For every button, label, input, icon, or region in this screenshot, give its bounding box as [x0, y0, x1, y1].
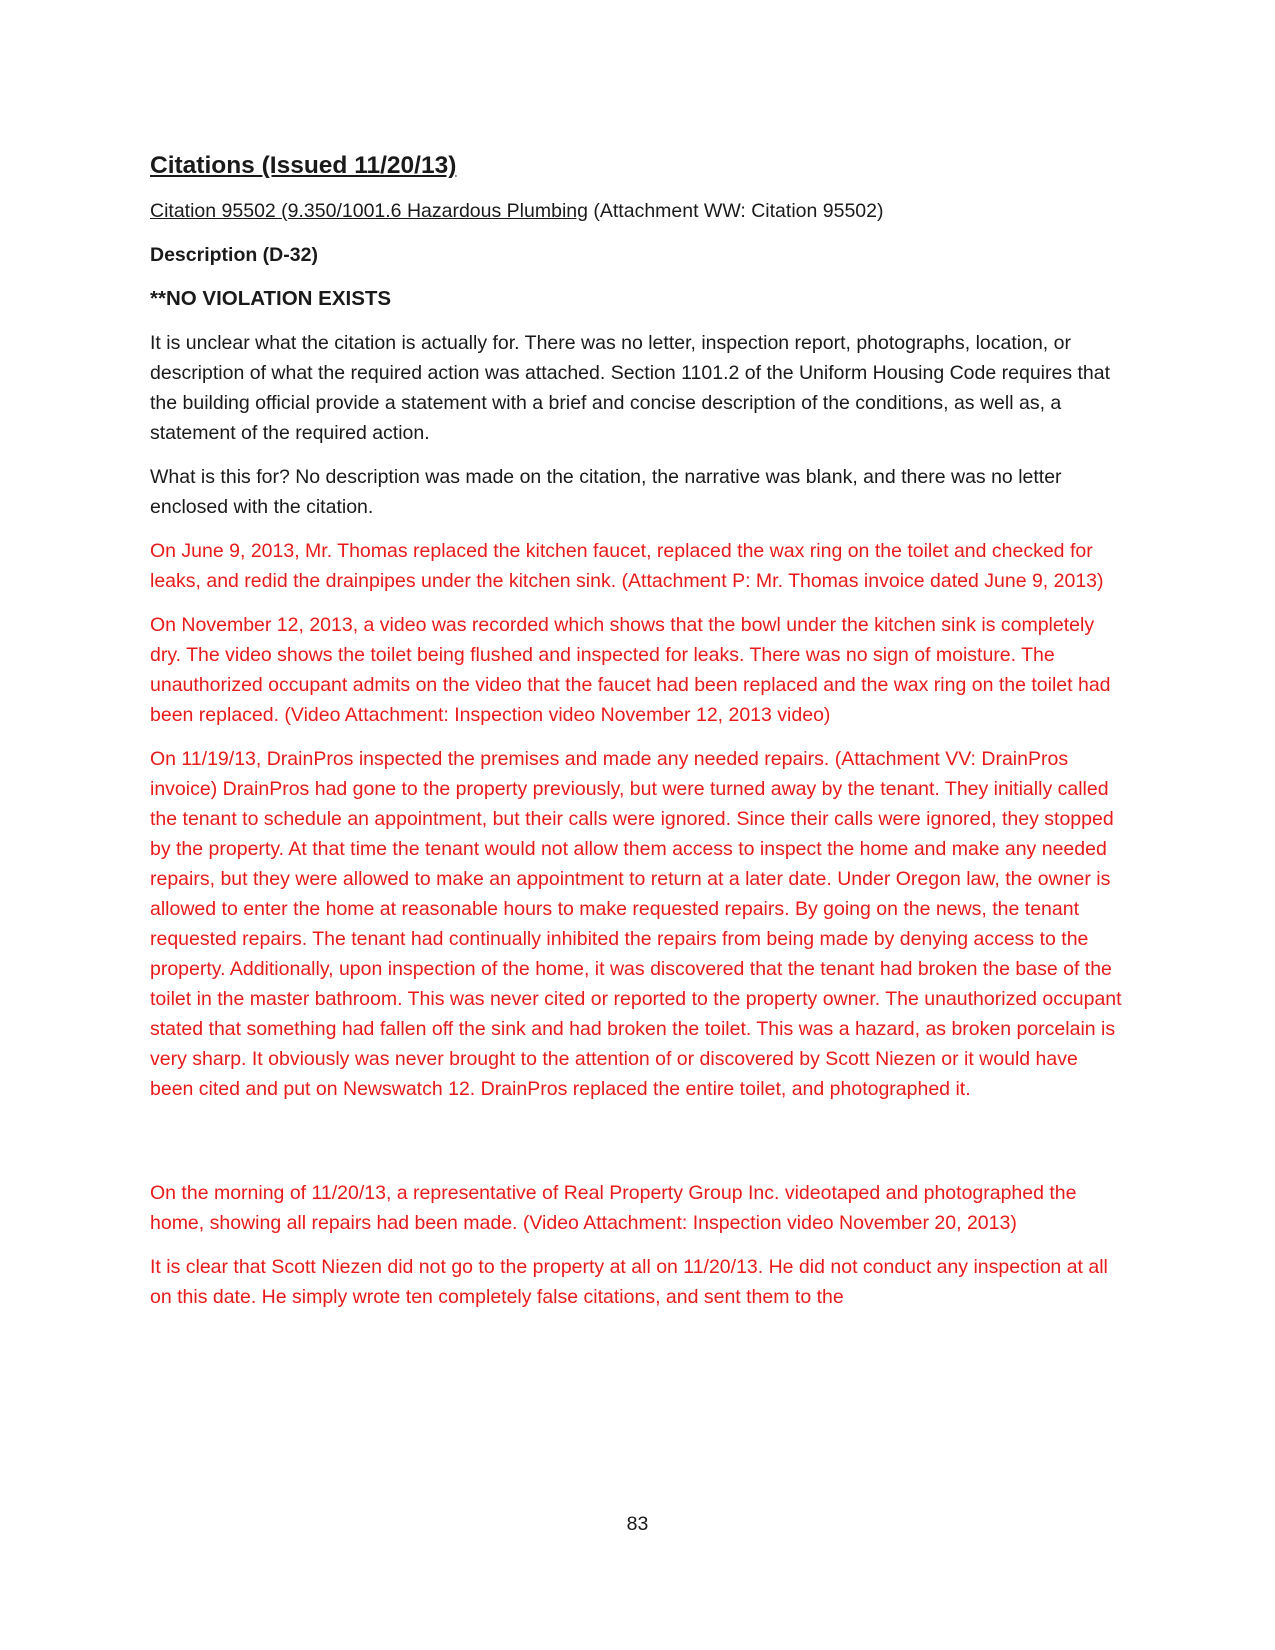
paragraph-conclusion: It is clear that Scott Niezen did not go to the property at all on 11/20/13. He did not conduct any inspection at all on this date. He simply wrote ten completely false citations, and sent them to the [150, 1255, 1108, 1308]
paragraph-june-repairs: On June 9, 2013, Mr. Thomas replaced the kitchen faucet, replaced the wax ring on the toilet and checked for leaks, and redid the drainpipes under the kitchen sink. (Attachment P: Mr. Thomas invoice dated June 9, 2013) [150, 539, 1104, 592]
paragraph-drainpros: On 11/19/13, DrainPros inspected the premises and made any needed repairs. (Attachment VV: DrainPros invoice) DrainPros had gone to the property previously, but were turned away by the tenant. They initially called the tenant to schedule an appointment, but their calls were ignored. Since their calls were ignored, they stopped by the property. At that time the tenant would not allow them access to inspect the home and make any needed repairs, but they were allowed to make an appointment to return at a later date. Under Oregon law, the owner is allowed to enter the home at reasonable hours to make requested repairs. By going on the news, the tenant requested repairs. The tenant had continually inhibited the repairs from being made by denying access to the property. Additionally, upon inspection of the home, it was discovered that the tenant had broken the base of the toilet in the master bathroom. This was never cited or reported to the property owner. The unauthorized occupant stated that something had fallen off the sink and had broken the toilet. This was a hazard, as broken porcelain is very sharp. It obviously was never brought to the attention of or discovered by Scott Niezen or it would have been cited and put on Newswatch 12. DrainPros replaced the entire toilet, and photographed it. [150, 747, 1122, 1100]
citation-reference: Citation 95502 (9.350/1001.6 Hazardous Plumbing [150, 199, 588, 222]
blank-space [150, 1118, 1125, 1178]
page-title: Citations (Issued 11/20/13) [150, 152, 457, 179]
page-content [150, 150, 1125, 1326]
paragraph-unclear: It is unclear what the citation is actually for. There was no letter, inspection report, photographs, location, or description of what the required action was attached. Section 1101.2 of the Uniform Housing Code requires that the building official provide a statement with a brief and concise description of the conditions, as well as, a statement of the required action. [150, 331, 1111, 444]
paragraph-morning-inspection: On the morning of 11/20/13, a representative of Real Property Group Inc. videotaped and photographed the home, showing all repairs had been made. (Video Attachment: Inspection video November 20, 2013) [150, 1181, 1077, 1234]
page-number: 83 [626, 1513, 649, 1535]
no-violation-heading: **NO VIOLATION EXISTS [150, 286, 392, 310]
description-label: Description (D-32) [150, 243, 318, 266]
paragraph-what-is-this: What is this for? No description was made on the citation, the narrative was blank, and there was no letter enclosed with the citation. [150, 465, 1062, 518]
paragraph-november-video: On November 12, 2013, a video was recorded which shows that the bowl under the kitchen sink is completely dry. The video shows the toilet being flushed and inspected for leaks. There was no sign of moisture. The unauthorized occupant admits on the video that the faucet had been replaced and the wax ring on the toilet had been replaced. (Video Attachment: Inspection video November 12, 2013 video) [150, 613, 1111, 726]
citation-line [150, 196, 1125, 226]
citation-attachment: (Attachment WW: Citation 95502) [587, 199, 884, 222]
